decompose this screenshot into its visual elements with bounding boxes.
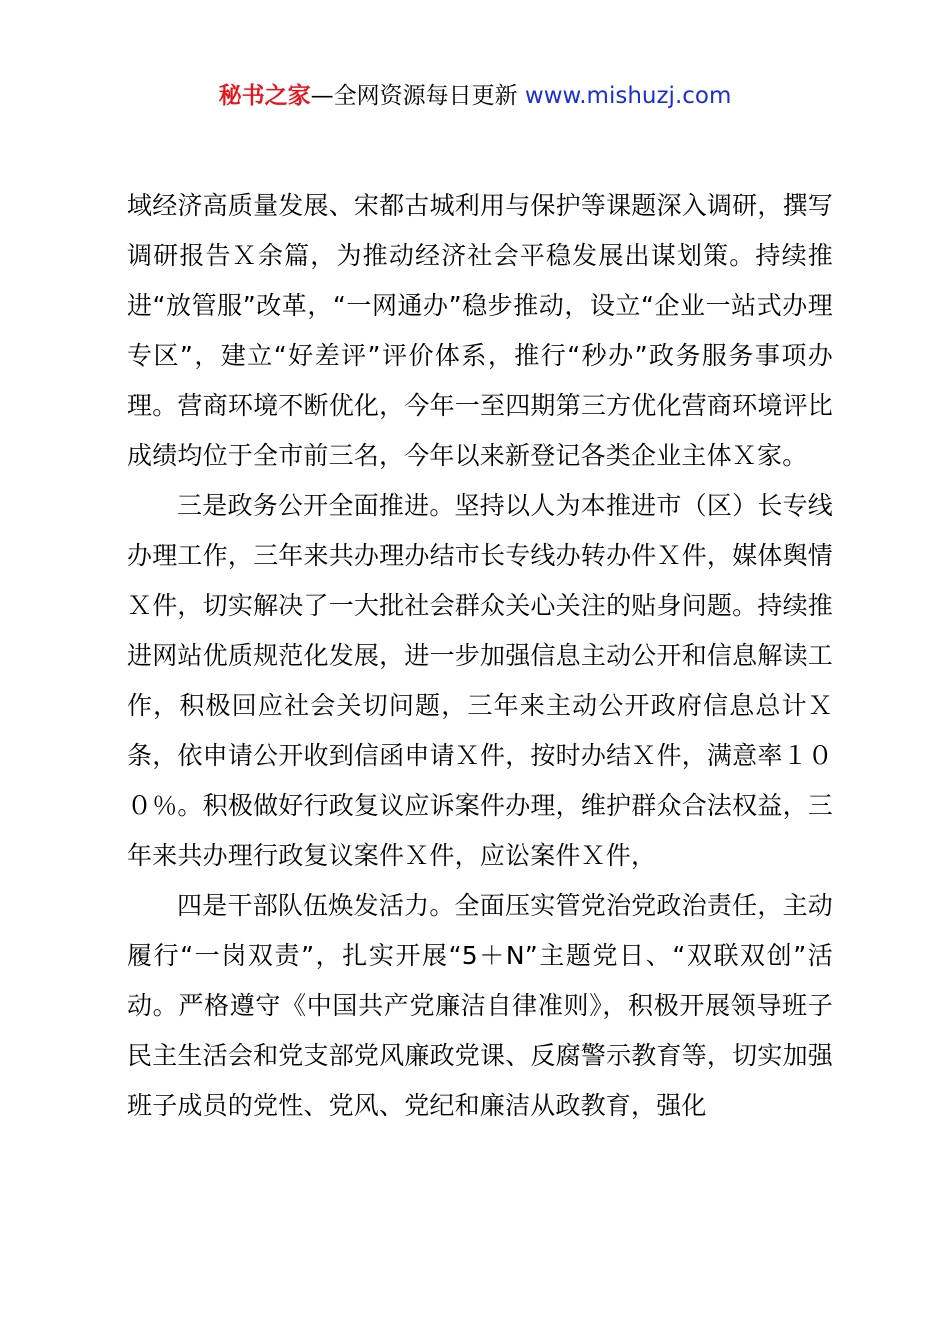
paragraph-3: 四是干部队伍焕发活力。全面压实管党治党政治责任，主动履行“一岗双责”，扎实开展“5＋N”主题党日、“双联双创”活动。严格遵守《中国共产党廉洁自律准则》，积极开展领导班子民主生活会和党支部党风廉政党课、反腐警示教育等，切实加强班子成员的党性、党风、党纪和廉洁从政教育，强化 [127, 891, 833, 1120]
paragraph-1: 域经济高质量发展、宋都古城利用与保护等课题深入调研，撰写调研报告Ｘ余篇，为推动经济社会平稳发展出谋划策。持续推进“放管服”改革，“一网通办”稳步推动，设立“企业一站式办理专区”，建立“好差评”评价体系，推行“秒办”政务服务事项办理。营商环境不断优化，今年一至四期第三方优化营商环境评比成绩均位于全市前三名，今年以来新登记各类企业主体Ｘ家。 [127, 191, 833, 470]
document-body [127, 181, 833, 1131]
site-url-link[interactable]: www.mishuzj.com [524, 83, 732, 109]
site-banner [0, 80, 950, 112]
banner-tagline: —全网资源每日更新 [310, 83, 525, 109]
brand-name: 秘书之家 [218, 83, 311, 109]
paragraph-2: 三是政务公开全面推进。坚持以人为本推进市（区）长专线办理工作，三年来共办理办结市长专线办转办件Ｘ件，媒体舆情Ｘ件，切实解决了一大批社会群众关心关注的贴身问题。持续推进网站优质规范化发展，进一步加强信息主动公开和信息解读工作，积极回应社会关切问题，三年来主动公开政府信息总计Ｘ条，依申请公开收到信函申请Ｘ件，按时办结Ｘ件，满意率１００％。积极做好行政复议应诉案件办理，维护群众合法权益，三年来共办理行政复议案件Ｘ件，应讼案件Ｘ件， [127, 491, 833, 870]
